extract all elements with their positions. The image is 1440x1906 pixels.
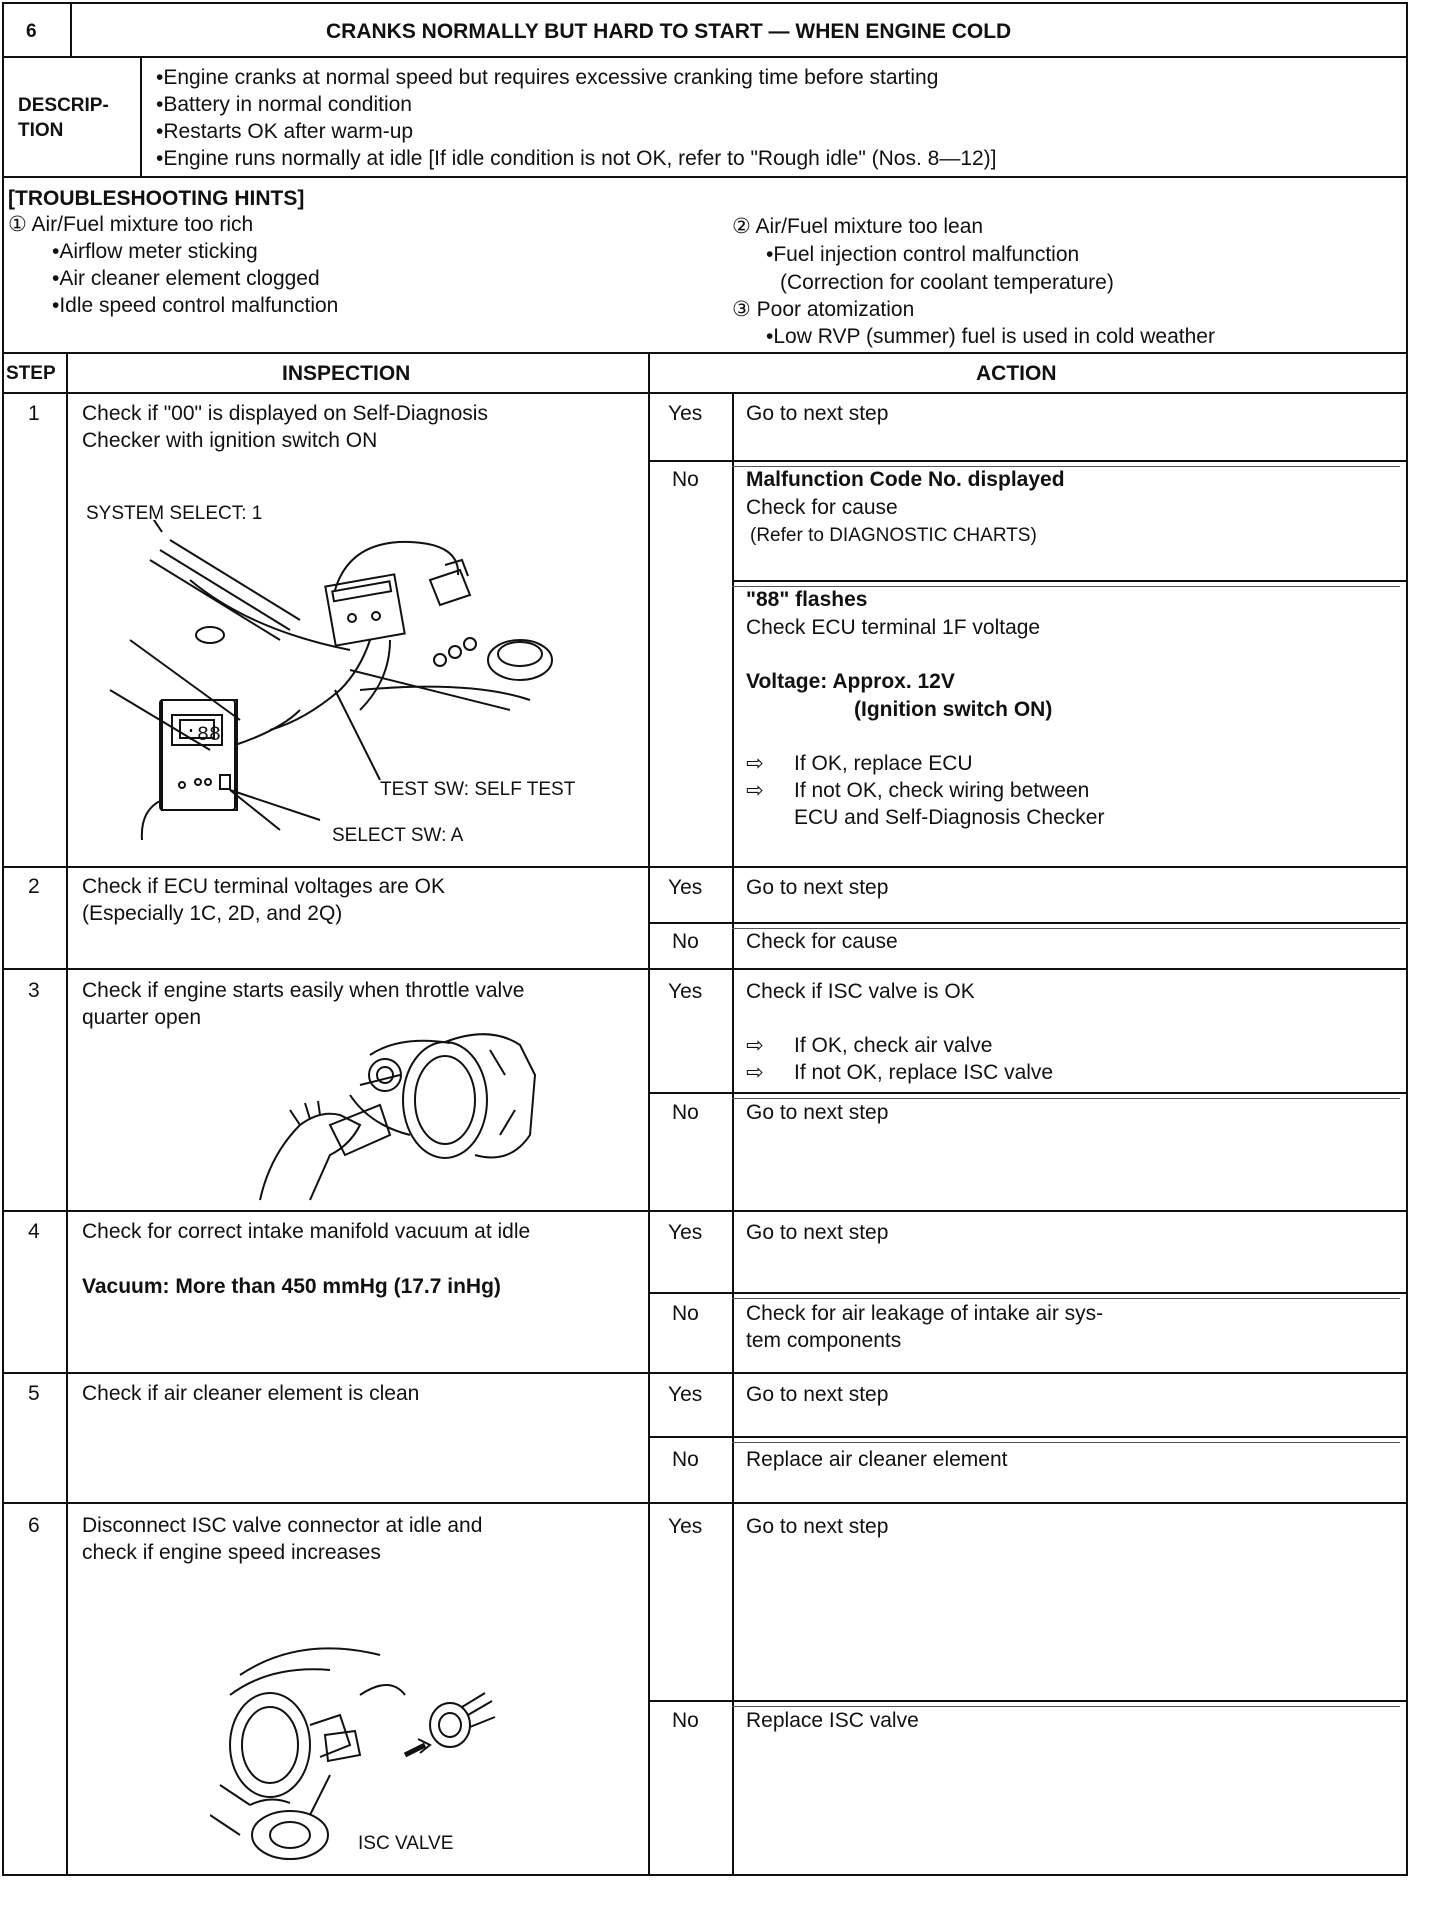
yes-label: Yes [668,876,703,899]
result-ok: If OK, replace ECU [794,752,973,775]
arrow-icon: ⇨ [746,752,764,775]
step-inspection: Check for correct intake manifold vacuum at idle [82,1220,531,1243]
description-divider [2,176,1408,178]
hint-left: ① Air/Fuel mixture too rich [8,213,254,236]
step-number: 6 [28,1514,40,1537]
step-separator [2,968,1408,970]
description-item: •Restarts OK after warm-up [156,120,414,143]
yes-label: Yes [668,1221,703,1244]
step-inspection: Check if engine starts easily when throttle valve [82,979,525,1002]
yes-label: Yes [668,1383,703,1406]
step-number: 5 [28,1382,40,1405]
header-divider [2,56,1408,58]
no-action: Replace ISC valve [746,1709,919,1732]
step-inspection: Check if "00" is displayed on Self-Diagnosis [82,402,488,425]
no-label: No [672,1302,699,1325]
spec-vacuum: Vacuum: More than 450 mmHg (17.7 inHg) [82,1275,501,1298]
no-action-line: Check for cause [746,496,898,519]
hint-right: •Low RVP (summer) fuel is used in cold weather [766,325,1215,348]
step-inspection: Disconnect ISC valve connector at idle and [82,1514,483,1537]
yes-action: Go to next step [746,1383,889,1406]
figure-label-system-select: SYSTEM SELECT: 1 [86,503,263,524]
no-action-heading: Malfunction Code No. displayed [746,468,1065,491]
yes-no-column-divider [732,392,734,1876]
result-not-ok: If not OK, check wiring between [794,779,1090,802]
description-item: •Engine runs normally at idle [If idle condition is not OK, refer to "Rough idle" (Nos. 8—12)] [156,147,997,170]
hint-left: •Idle speed control malfunction [52,294,339,317]
yes-action: Go to next step [746,876,889,899]
header-number-divider [70,2,72,56]
no-label: No [672,1709,699,1732]
step-inspection: Check if air cleaner element is clean [82,1382,420,1405]
step-inspection: quarter open [82,1006,202,1029]
hint-right: ② Air/Fuel mixture too lean [732,215,984,238]
no-action-line: (Refer to DIAGNOSTIC CHARTS) [750,525,1037,546]
no-action-heading: "88" flashes [746,588,868,611]
no-label: No [672,930,699,953]
column-inspection: INSPECTION [282,362,411,385]
step-separator [2,1372,1408,1374]
step-inspection: Check if ECU terminal voltages are OK [82,875,445,898]
no-label: No [672,468,699,491]
no-label: No [672,1448,699,1471]
description-label-divider [140,56,142,176]
no-action: Check for air leakage of intake air sys- [746,1302,1104,1325]
step-separator [2,1210,1408,1212]
page-title: CRANKS NORMALLY BUT HARD TO START — WHEN ENGINE COLD [326,20,1012,43]
no-action: tem components [746,1329,902,1352]
throttle-body-illustration [250,1015,550,1205]
step-inspection: Checker with ignition switch ON [82,429,378,452]
hint-right: ③ Poor atomization [732,298,915,321]
hint-right: •Fuel injection control malfunction [766,243,1080,266]
result-not-ok: If not OK, replace ISC valve [794,1061,1054,1084]
description-label-1: DESCRIP- [18,95,109,116]
description-item: •Battery in normal condition [156,93,412,116]
no-action-line: Check ECU terminal 1F voltage [746,616,1041,639]
step-number: 1 [28,402,40,425]
figure-label-test-sw: TEST SW: SELF TEST [380,779,576,800]
column-header-divider [2,392,1408,394]
arrow-icon: ⇨ [746,1034,764,1057]
hint-right: (Correction for coolant temperature) [780,271,1114,294]
hints-divider [2,352,1408,354]
yes-label: Yes [668,402,703,425]
yes-label: Yes [668,1515,703,1538]
hint-left: •Airflow meter sticking [52,240,258,263]
section-number: 6 [26,21,37,42]
figure-label-select-sw: SELECT SW: A [332,825,464,846]
no-label: No [672,1101,699,1124]
yes-action: Go to next step [746,1515,889,1538]
yes-action: Go to next step [746,402,889,425]
column-step: STEP [6,363,56,384]
step-separator [2,1502,1408,1504]
result-not-ok: ECU and Self-Diagnosis Checker [794,806,1105,829]
result-ok: If OK, check air valve [794,1034,993,1057]
arrow-icon: ⇨ [746,779,764,802]
self-diagnosis-checker-illustration [90,520,640,840]
svg-text::88: :88 [185,724,222,747]
no-action: Replace air cleaner element [746,1448,1008,1471]
step-inspection: check if engine speed increases [82,1541,381,1564]
description-label-2: TION [18,120,64,141]
spec-voltage: Voltage: Approx. 12V [746,670,955,693]
no-action: Check for cause [746,930,898,953]
hints-title: [TROUBLESHOOTING HINTS] [8,187,305,210]
step-number: 4 [28,1220,40,1243]
step-separator [2,866,1408,868]
yes-action: Go to next step [746,1221,889,1244]
inspection-column-divider [648,352,650,1876]
step-column-divider [66,352,68,1876]
yes-label: Yes [668,980,703,1003]
no-action: Go to next step [746,1101,889,1124]
step-number: 2 [28,875,40,898]
arrow-icon: ⇨ [746,1061,764,1084]
yes-action: Check if ISC valve is OK [746,980,975,1003]
column-action: ACTION [976,362,1057,385]
description-item: •Engine cranks at normal speed but requires excessive cranking time before starting [156,66,939,89]
step-number: 3 [28,979,40,1002]
figure-label-isc-valve: ISC VALVE [358,1833,454,1854]
step-inspection: (Especially 1C, 2D, and 2Q) [82,902,343,925]
spec-ignition: (Ignition switch ON) [854,698,1053,721]
hint-left: •Air cleaner element clogged [52,267,320,290]
